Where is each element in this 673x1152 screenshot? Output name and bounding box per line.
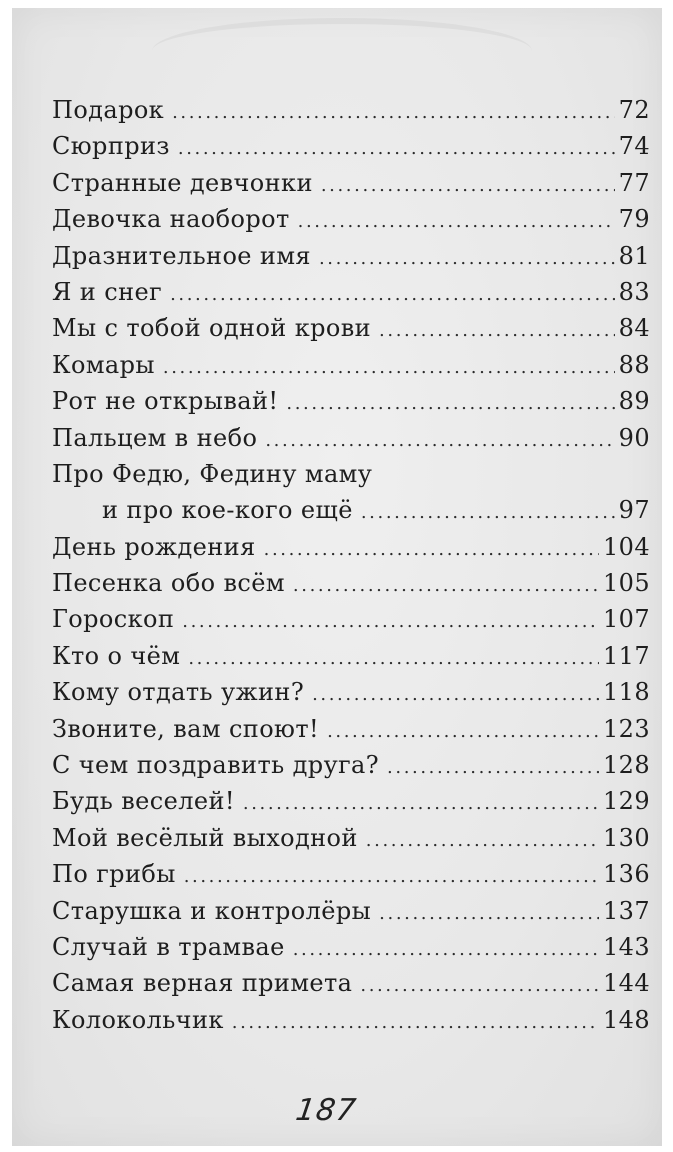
toc-entry-title: Девочка наоборот [52, 205, 290, 234]
toc-entry [52, 674, 650, 710]
toc-entry [52, 347, 650, 383]
toc-entry [52, 638, 650, 674]
toc-entry-title: Будь веселей! [52, 787, 235, 816]
toc-entry [52, 601, 650, 637]
toc-entry [52, 929, 650, 965]
leader-dots [298, 204, 615, 240]
toc-entry-title: По грибы [52, 860, 176, 889]
toc-entry [52, 165, 650, 201]
toc-entry-title: С чем поздравить друга? [52, 751, 380, 780]
toc-entry-page: 79 [618, 205, 650, 234]
leader-dots [379, 896, 599, 932]
toc-entry-page: 97 [618, 496, 650, 525]
toc-entry-title: Случай в трамвае [52, 932, 285, 961]
toc-entry-page: 118 [602, 678, 650, 707]
toc-entry [52, 238, 650, 274]
toc-entry-page: 144 [602, 969, 650, 998]
toc-entry-title: Подарок [52, 96, 165, 124]
toc-entry-page: 123 [602, 714, 650, 743]
toc-entry-first-line [52, 456, 650, 492]
toc-entry [52, 383, 650, 419]
toc-entry-title: Комары [52, 350, 155, 379]
toc-entry-title: Пальцем в небо [52, 423, 258, 452]
toc-entry-title: Рот не открывай! [52, 387, 279, 416]
toc-entry-page: 77 [618, 168, 650, 197]
toc-entry-title: Старушка и контролёры [52, 896, 372, 925]
toc-entry-title: Песенка обо всём [52, 569, 285, 598]
leader-dots [327, 714, 599, 750]
leader-dots [232, 1005, 599, 1041]
toc-entry-title: Про Федю, Федину маму [52, 459, 373, 488]
toc-entry [52, 783, 650, 819]
toc-entry-page: 143 [602, 932, 650, 961]
toc-entry-title: Сюрприз [52, 132, 170, 161]
toc-entry-title: Мой весёлый выходной [52, 823, 358, 852]
table-of-contents [52, 92, 650, 1038]
toc-entry-page: 83 [618, 277, 650, 306]
toc-entry-page: 107 [602, 605, 650, 634]
toc-entry-page: 84 [618, 314, 650, 343]
toc-entry [52, 711, 650, 747]
page-number: 187 [293, 1093, 359, 1128]
toc-entry [52, 420, 650, 456]
toc-entry-title: Колокольчик [52, 1005, 224, 1034]
leader-dots [188, 641, 599, 677]
toc-entry-page: 88 [618, 350, 650, 379]
toc-entry-page: 104 [602, 532, 650, 561]
leader-dots [264, 532, 599, 568]
bleed-through-ornament [152, 18, 532, 84]
toc-entry-page: 128 [602, 751, 650, 780]
toc-entry-title: Дразнительное имя [52, 241, 311, 270]
toc-entry [52, 310, 650, 346]
toc-entry-page: 89 [618, 387, 650, 416]
toc-entry-title: День рождения [52, 532, 256, 561]
toc-entry [52, 565, 650, 601]
leader-dots [360, 968, 599, 1004]
toc-entry-title: Звоните, вам споют! [52, 714, 320, 743]
toc-entry-title: Кто о чём [52, 641, 181, 670]
book-page [12, 8, 662, 1146]
toc-entry [52, 128, 650, 164]
leader-dots [163, 350, 615, 386]
leader-dots [387, 750, 599, 786]
leader-dots [182, 604, 599, 640]
toc-entry-page: 137 [602, 896, 650, 925]
toc-entry [52, 965, 650, 1001]
toc-entry-page: 136 [602, 860, 650, 889]
toc-entry [52, 820, 650, 856]
leader-dots [184, 859, 599, 895]
leader-dots [366, 823, 599, 859]
toc-entry [52, 856, 650, 892]
leader-dots [286, 386, 614, 422]
toc-entry-page: 81 [618, 241, 650, 270]
leader-dots [321, 168, 615, 204]
toc-entry [52, 274, 650, 310]
leader-dots [361, 495, 615, 531]
toc-entry-page: 117 [602, 641, 650, 670]
toc-entry-title-continuation: и про кое-кого ещё [102, 496, 353, 525]
toc-entry [52, 1002, 650, 1038]
leader-dots [243, 786, 599, 822]
toc-entry-page: 74 [618, 132, 650, 161]
leader-dots [265, 423, 614, 459]
leader-dots [319, 241, 615, 277]
leader-dots [172, 95, 615, 131]
toc-entry-title: Странные девчонки [52, 168, 313, 197]
toc-entry-page: 72 [618, 96, 650, 124]
toc-entry [52, 92, 650, 128]
toc-entry-page: 130 [602, 823, 650, 852]
leader-dots [379, 313, 615, 349]
toc-entry-page: 148 [602, 1005, 650, 1034]
toc-entry-continuation [52, 492, 650, 528]
toc-entry-title: Самая верная примета [52, 969, 353, 998]
toc-entry-title: Я и снег [52, 277, 163, 306]
toc-entry-title: Кому отдать ужин? [52, 678, 305, 707]
toc-entry [52, 893, 650, 929]
toc-entry [52, 201, 650, 237]
toc-entry-title: Мы с тобой одной крови [52, 314, 372, 343]
leader-dots [170, 277, 615, 313]
toc-entry-title: Гороскоп [52, 605, 175, 634]
toc-entry [52, 747, 650, 783]
toc-entry-page: 90 [618, 423, 650, 452]
toc-entry-page: 105 [602, 569, 650, 598]
leader-dots [178, 131, 615, 167]
leader-dots [293, 568, 599, 604]
leader-dots [312, 677, 599, 713]
toc-entry [52, 529, 650, 565]
leader-dots [293, 932, 599, 968]
toc-entry-page: 129 [602, 787, 650, 816]
